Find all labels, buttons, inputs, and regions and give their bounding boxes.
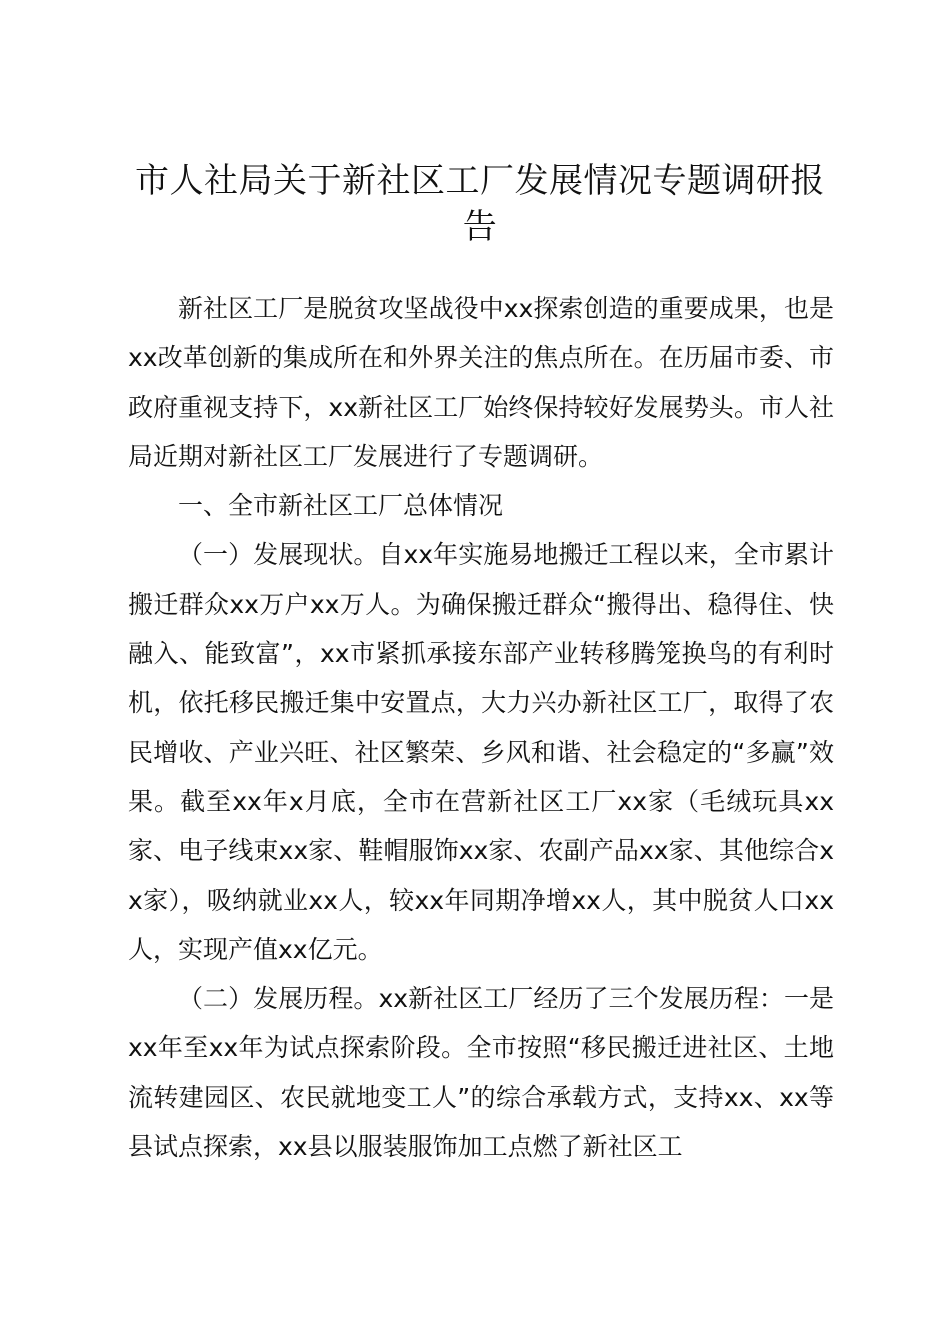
document-body [128, 284, 834, 1171]
document-title: 市人社局关于新社区工厂发展情况专题调研报告 [135, 161, 825, 247]
section-heading-1: 一、全市新社区工厂总体情况 [178, 491, 504, 521]
paragraph-development-history: （二）发展历程。xx新社区工厂经历了三个发展历程：一是xx年至xx年为试点探索阶段。全市按照“移民搬迁进社区、土地流转建园区、农民就地变工人”的综合承载方式，支持xx、xx等县试点探索，xx县以服装服饰加工点燃了新社区工 [128, 984, 834, 1162]
intro-paragraph: 新社区工厂是脱贫攻坚战役中xx探索创造的重要成果，也是xx改革创新的集成所在和外界关注的焦点所在。在历届市委、市政府重视支持下，xx新社区工厂始终保持较好发展势头。市人社局近期对新社区工厂发展进行了专题调研。 [128, 294, 834, 471]
paragraph-development-status: （一）发展现状。自xx年实施易地搬迁工程以来，全市累计搬迁群众xx万户xx万人。为确保搬迁群众“搬得出、稳得住、快融入、能致富”，xx市紧抓承接东部产业转移腾笼换鸟的有利时机，依托移民搬迁集中安置点，大力兴办新社区工厂，取得了农民增收、产业兴旺、社区繁荣、乡风和谐、社会稳定的“多赢”效果。截至xx年x月底，全市在营新社区工厂xx家（毛绒玩具xx家、电子线束xx家、鞋帽服饰xx家、农副产品xx家、其他综合xx家），吸纳就业xx人，较xx年同期净增xx人，其中脱贫人口xx人，实现产值xx亿元。 [128, 540, 834, 964]
